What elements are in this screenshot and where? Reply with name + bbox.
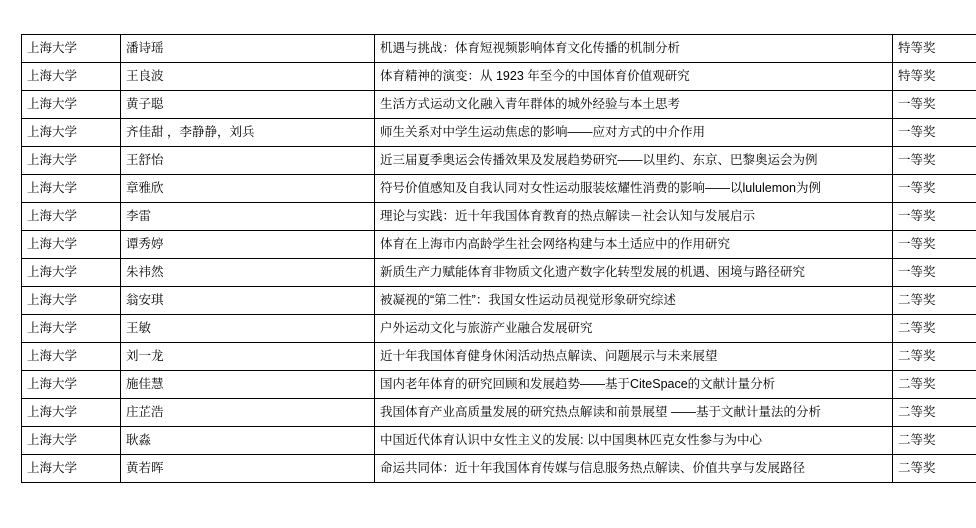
cell-author: 潘诗瑶 (121, 35, 375, 63)
table-row (22, 203, 976, 231)
cell-school: 上海大学 (22, 343, 121, 371)
cell-title: 近三届夏季奥运会传播效果及发展趋势研究——以里约、东京、巴黎奥运会为例 (375, 147, 893, 175)
table-row (22, 147, 976, 175)
cell-award: 一等奖 (893, 119, 976, 147)
cell-author: 黄若晖 (121, 455, 375, 483)
award-table-body (22, 35, 976, 483)
cell-title: 体育在上海市内高龄学生社会网络构建与本土适应中的作用研究 (375, 231, 893, 259)
cell-award: 一等奖 (893, 259, 976, 287)
cell-title: 师生关系对中学生运动焦虑的影响——应对方式的中介作用 (375, 119, 893, 147)
table-row (22, 427, 976, 455)
cell-title: 生活方式运动文化融入青年群体的城外经验与本土思考 (375, 91, 893, 119)
table-row (22, 259, 976, 287)
table-row (22, 231, 976, 259)
award-table-container (21, 34, 955, 483)
cell-title: 理论与实践：近十年我国体育教育的热点解读－社会认知与发展启示 (375, 203, 893, 231)
cell-author: 黄子聪 (121, 91, 375, 119)
cell-school: 上海大学 (22, 287, 121, 315)
cell-school: 上海大学 (22, 203, 121, 231)
cell-award: 二等奖 (893, 455, 976, 483)
cell-school: 上海大学 (22, 399, 121, 427)
cell-title: 户外运动文化与旅游产业融合发展研究 (375, 315, 893, 343)
cell-school: 上海大学 (22, 63, 121, 91)
table-row (22, 343, 976, 371)
cell-author: 王良波 (121, 63, 375, 91)
cell-title: 符号价值感知及自我认同对女性运动服装炫耀性消费的影响——以lululemon为例 (375, 175, 893, 203)
cell-school: 上海大学 (22, 91, 121, 119)
cell-title: 中国近代体育认识中女性主义的发展: 以中国奥林匹克女性参与为中心 (375, 427, 893, 455)
table-row (22, 63, 976, 91)
cell-award: 一等奖 (893, 91, 976, 119)
cell-school: 上海大学 (22, 259, 121, 287)
cell-author: 齐佳甜 ，李静静，刘兵 (121, 119, 375, 147)
cell-school: 上海大学 (22, 455, 121, 483)
table-row (22, 455, 976, 483)
table-row (22, 175, 976, 203)
table-row (22, 371, 976, 399)
cell-school: 上海大学 (22, 315, 121, 343)
cell-school: 上海大学 (22, 147, 121, 175)
cell-award: 二等奖 (893, 427, 976, 455)
cell-author: 朱祎然 (121, 259, 375, 287)
cell-school: 上海大学 (22, 427, 121, 455)
cell-school: 上海大学 (22, 35, 121, 63)
cell-author: 庄芷浩 (121, 399, 375, 427)
cell-title: 近十年我国体育健身休闲活动热点解读、问题展示与未来展望 (375, 343, 893, 371)
cell-author: 翁安琪 (121, 287, 375, 315)
cell-award: 一等奖 (893, 203, 976, 231)
cell-award: 二等奖 (893, 343, 976, 371)
cell-award: 特等奖 (893, 63, 976, 91)
cell-school: 上海大学 (22, 231, 121, 259)
cell-title: 机遇与挑战：体育短视频影响体育文化传播的机制分析 (375, 35, 893, 63)
cell-award: 二等奖 (893, 399, 976, 427)
cell-title: 体育精神的演变：从 1923 年至今的中国体育价值观研究 (375, 63, 893, 91)
cell-author: 李雷 (121, 203, 375, 231)
cell-title: 新质生产力赋能体育非物质文化遗产数字化转型发展的机遇、困境与路径研究 (375, 259, 893, 287)
cell-author: 王舒怡 (121, 147, 375, 175)
cell-award: 二等奖 (893, 287, 976, 315)
table-row (22, 287, 976, 315)
table-row (22, 91, 976, 119)
cell-award: 二等奖 (893, 371, 976, 399)
cell-award: 一等奖 (893, 175, 976, 203)
table-row (22, 35, 976, 63)
table-row (22, 399, 976, 427)
cell-title: 国内老年体育的研究回顾和发展趋势——基于CiteSpace的文献计量分析 (375, 371, 893, 399)
table-row (22, 119, 976, 147)
cell-author: 施佳慧 (121, 371, 375, 399)
cell-school: 上海大学 (22, 119, 121, 147)
cell-school: 上海大学 (22, 175, 121, 203)
cell-author: 章雅欣 (121, 175, 375, 203)
table-row (22, 315, 976, 343)
cell-award: 二等奖 (893, 315, 976, 343)
cell-award: 一等奖 (893, 231, 976, 259)
cell-title: 命运共同体：近十年我国体育传媒与信息服务热点解读、价值共享与发展路径 (375, 455, 893, 483)
cell-title: 被凝视的“第二性”：我国女性运动员视觉形象研究综述 (375, 287, 893, 315)
cell-award: 一等奖 (893, 147, 976, 175)
award-table (21, 34, 976, 483)
cell-author: 耿淼 (121, 427, 375, 455)
cell-author: 王敏 (121, 315, 375, 343)
cell-award: 特等奖 (893, 35, 976, 63)
cell-school: 上海大学 (22, 371, 121, 399)
cell-title: 我国体育产业高质量发展的研究热点解读和前景展望 ——基于文献计量法的分析 (375, 399, 893, 427)
cell-author: 刘一龙 (121, 343, 375, 371)
cell-author: 谭秀婷 (121, 231, 375, 259)
